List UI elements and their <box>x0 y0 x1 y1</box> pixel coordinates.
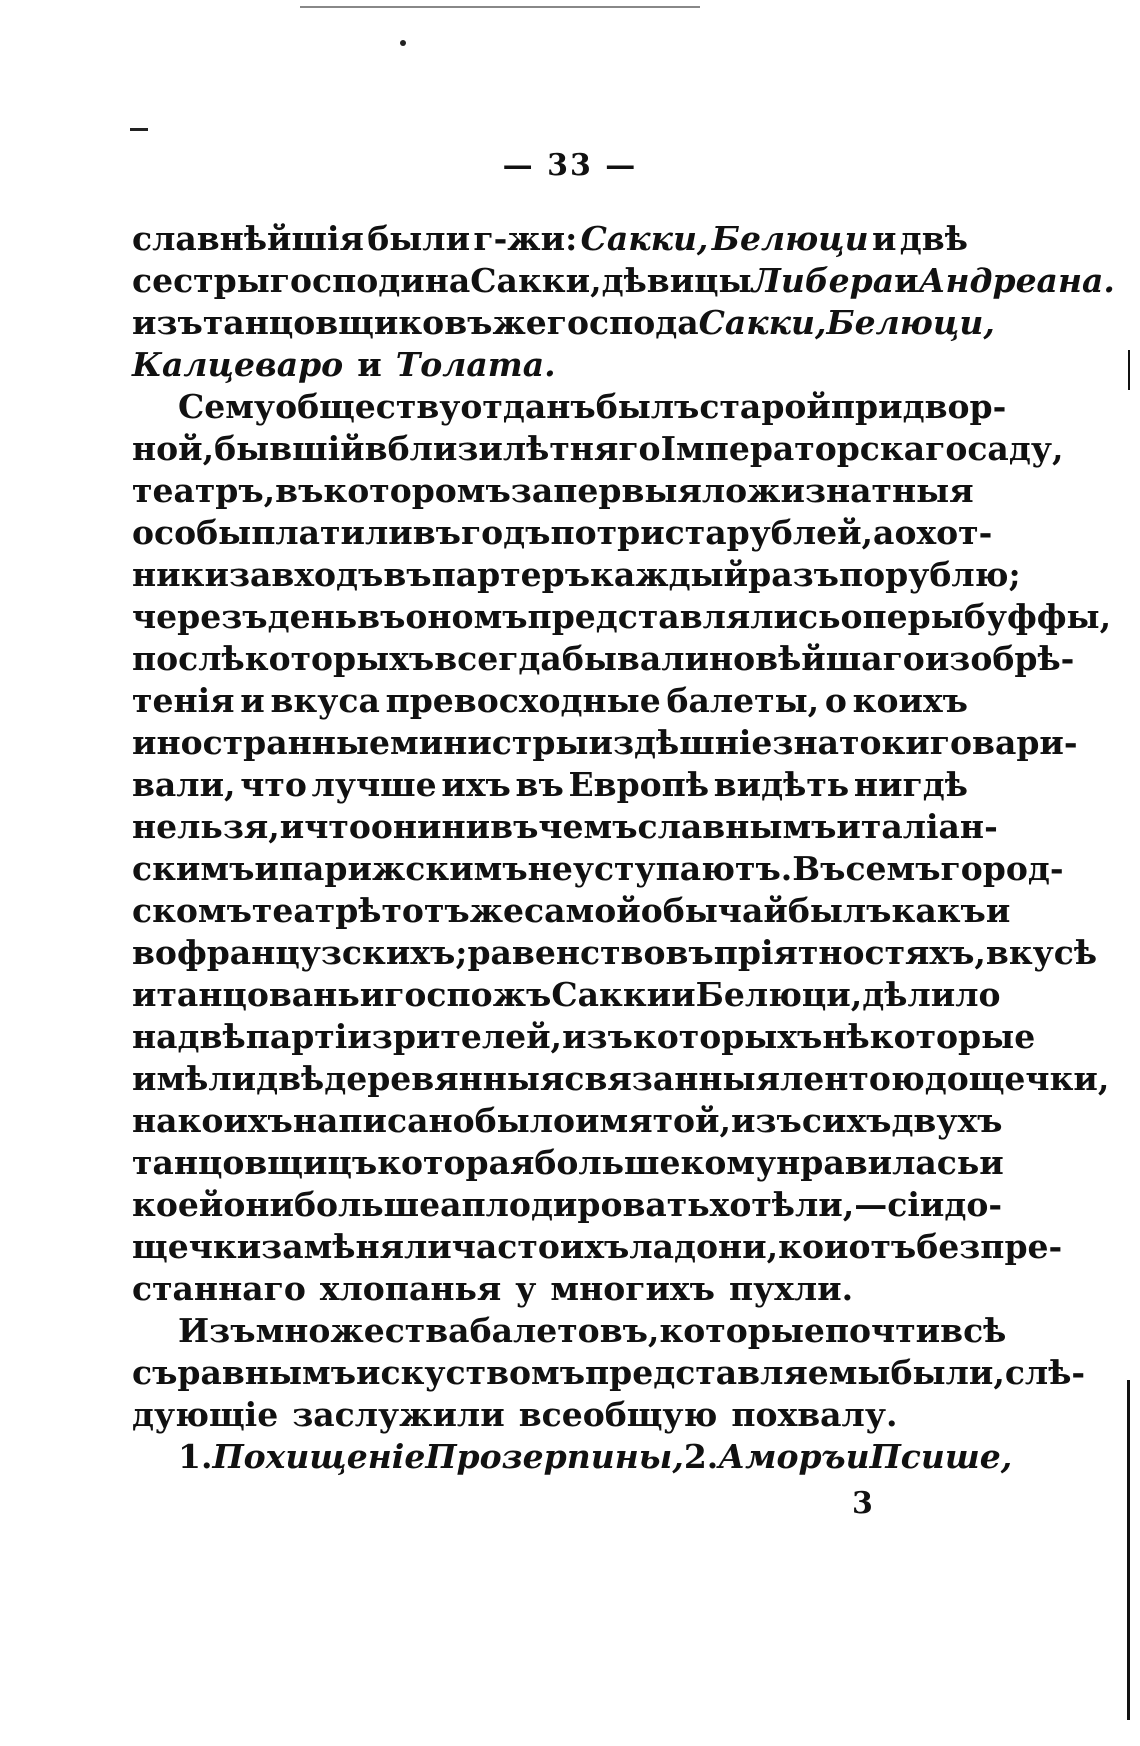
word: тотъ <box>381 891 470 930</box>
italic-word: Аморъ <box>718 1437 846 1476</box>
word: знатоки <box>772 723 930 762</box>
word: хлопанья <box>319 1269 502 1308</box>
word: и <box>254 849 279 888</box>
word: они <box>223 1185 294 1224</box>
word: той, <box>652 1101 732 1140</box>
word: они <box>370 807 442 846</box>
italic-word: и <box>845 1437 870 1476</box>
word: рублей, <box>726 513 874 552</box>
word: былъ <box>595 387 700 426</box>
text-line <box>132 764 968 806</box>
word: съ <box>132 1353 178 1392</box>
word: французскихъ; <box>176 933 468 972</box>
word: бывшій <box>214 429 365 468</box>
text-line <box>132 1268 968 1310</box>
word: отъ <box>848 1227 917 1266</box>
word: первыя <box>553 471 702 510</box>
text-line <box>132 218 968 260</box>
word: оперы <box>840 597 964 636</box>
text-line <box>132 1016 1036 1058</box>
word: скимъ <box>132 849 255 888</box>
word: Сакки <box>551 975 672 1014</box>
text-line <box>132 344 968 386</box>
word: говари- <box>929 723 1078 762</box>
word: связанныя <box>564 1059 780 1098</box>
word: коей <box>132 1185 224 1224</box>
word: деревянныя <box>324 1059 565 1098</box>
word: въ <box>515 765 564 804</box>
word: охот- <box>894 513 993 552</box>
word: парижскимъ <box>278 849 528 888</box>
text-line <box>132 260 1115 302</box>
text-line <box>132 722 1078 764</box>
word: двухъ <box>891 1101 1003 1140</box>
word: представляемы <box>585 1353 891 1392</box>
word: равенство <box>467 933 666 972</box>
word: италіан- <box>836 807 998 846</box>
word: и <box>671 975 696 1014</box>
word: славнѣйшія <box>132 219 364 258</box>
word: въ <box>275 471 324 510</box>
word: пріятностяхъ, <box>713 933 986 972</box>
text-line <box>132 1100 1003 1142</box>
word: балеты, <box>666 681 820 720</box>
word: было <box>474 1101 576 1140</box>
word: Сакки, <box>470 261 602 300</box>
text-line <box>132 890 1011 932</box>
word: лучше <box>311 765 437 804</box>
word: пухли. <box>728 1269 854 1308</box>
word: изобрѣ- <box>924 639 1075 678</box>
word: иностранные <box>132 723 391 762</box>
word: балетовъ, <box>469 1311 660 1350</box>
word: новѣйшаго <box>708 639 925 678</box>
word: равнымъ <box>177 1353 357 1392</box>
word: какъ <box>891 891 986 930</box>
word: въ <box>665 933 714 972</box>
word: танцовщицъ <box>132 1143 378 1182</box>
word: и <box>240 681 265 720</box>
word: на <box>132 1101 178 1140</box>
word: по <box>550 513 597 552</box>
word: сихъ <box>801 1101 892 1140</box>
word: отданъ <box>460 387 596 426</box>
word: а <box>873 513 895 552</box>
word: рублю; <box>885 555 1021 594</box>
word: вкусѣ <box>985 933 1098 972</box>
word: здѣшніе <box>612 723 773 762</box>
word: изъ <box>562 1017 633 1056</box>
word: множества <box>255 1311 470 1350</box>
word: скомъ <box>132 891 252 930</box>
word: двѣ <box>899 219 968 258</box>
word: и <box>985 891 1011 930</box>
word: больше <box>293 1185 441 1224</box>
scan-top-line <box>300 6 700 8</box>
word: госпожъ <box>384 975 552 1014</box>
text-line <box>132 1184 1003 1226</box>
word: г-жи: <box>473 219 578 258</box>
word: обществу <box>275 387 461 426</box>
word: коихъ <box>852 681 968 720</box>
word: имя <box>575 1101 653 1140</box>
italic-word: Либера <box>751 261 895 300</box>
text-line <box>132 932 1098 974</box>
word: тенія <box>132 681 235 720</box>
text-line <box>132 1352 1086 1394</box>
word: Сему <box>178 387 276 426</box>
word: представлялись <box>527 597 841 636</box>
word: танцованьи <box>156 975 385 1014</box>
scan-edge-mark <box>1128 350 1130 390</box>
word: двѣ <box>177 1017 246 1056</box>
word: ной, <box>132 429 215 468</box>
word: изъ <box>132 303 203 342</box>
word: славнымъ <box>637 807 837 846</box>
text-line <box>132 1310 1007 1352</box>
word: хотѣли, <box>709 1185 855 1224</box>
word: что <box>240 765 307 804</box>
word: часто <box>451 1227 560 1266</box>
word: день <box>267 597 358 636</box>
word: партіи <box>245 1017 372 1056</box>
word: дѣлило <box>862 975 1001 1014</box>
word: до- <box>944 1185 1003 1224</box>
word: 1. <box>178 1437 213 1476</box>
word: за <box>228 555 272 594</box>
word: партеръ <box>431 555 591 594</box>
word: двѣ <box>256 1059 325 1098</box>
word: семъ <box>845 849 941 888</box>
word: почти <box>824 1311 941 1350</box>
scan-edge-line <box>1127 1380 1130 1720</box>
word: изъ <box>731 1101 802 1140</box>
word: господа <box>546 303 699 342</box>
word: станнаго <box>132 1269 306 1308</box>
word: ихъ <box>441 765 511 804</box>
word: нравилась <box>776 1143 980 1182</box>
word: были <box>367 219 471 258</box>
italic-word: Сакки, <box>698 303 827 342</box>
text-line <box>132 470 974 512</box>
word: въ <box>490 807 539 846</box>
word: похвалу. <box>731 1395 898 1434</box>
word: особы <box>132 513 252 552</box>
word: же <box>492 303 547 342</box>
word: и <box>979 1143 1004 1182</box>
text-line <box>132 554 1021 596</box>
word: которая <box>377 1143 535 1182</box>
word: по <box>838 555 886 594</box>
word: вали, <box>132 765 236 804</box>
word: Імператорскаго <box>660 429 968 468</box>
word: дѣвицы <box>601 261 752 300</box>
word: старой <box>699 387 831 426</box>
word: и <box>894 261 919 300</box>
word: въ <box>357 597 406 636</box>
word: въ <box>383 555 432 594</box>
word: театрѣ <box>251 891 382 930</box>
word: зрителей, <box>371 1017 563 1056</box>
word: аплодировать <box>440 1185 710 1224</box>
word: ладони, <box>629 1227 779 1266</box>
word: коихъ <box>177 1101 293 1140</box>
italic-word: Сакки, <box>580 219 709 258</box>
word: разъ <box>748 555 839 594</box>
text-line <box>132 680 968 722</box>
word: дующіе <box>132 1395 279 1434</box>
word: буффы, <box>963 597 1112 636</box>
word: былъ <box>787 891 892 930</box>
word: видѣть <box>713 765 850 804</box>
word: годъ <box>460 513 551 552</box>
word: сіи <box>887 1185 945 1224</box>
word: входъ <box>271 555 384 594</box>
word: платили <box>251 513 413 552</box>
word: придвор- <box>830 387 1007 426</box>
text-line <box>132 806 998 848</box>
word: вкуса <box>270 681 380 720</box>
word: слѣ- <box>1004 1353 1086 1392</box>
word: многихъ <box>550 1269 715 1308</box>
body-text <box>132 218 1115 1478</box>
word: министры <box>390 723 589 762</box>
word: и <box>871 219 897 258</box>
word: лѣтняго <box>502 429 661 468</box>
page-number: — 33 — <box>502 148 638 183</box>
word: лентою <box>780 1059 925 1098</box>
word: черезъ <box>132 597 268 636</box>
word: послѣ <box>132 639 245 678</box>
word: во <box>132 933 177 972</box>
word: безпре- <box>916 1227 1063 1266</box>
word: и <box>279 807 305 846</box>
word: которыхъ <box>244 639 435 678</box>
word: ста <box>664 513 727 552</box>
word: Европѣ <box>568 765 710 804</box>
word: о <box>824 681 847 720</box>
word: замѣняли <box>261 1227 452 1266</box>
italic-word: Калцеваро <box>132 345 344 384</box>
word: бывали <box>561 639 709 678</box>
word: дощечки, <box>924 1059 1110 1098</box>
word: нельзя, <box>132 807 280 846</box>
word: 2. <box>683 1437 719 1476</box>
italic-word: Похищеніе <box>212 1437 426 1476</box>
word: вблизи <box>364 429 503 468</box>
word: щечки <box>132 1227 262 1266</box>
word: не <box>527 849 573 888</box>
word: нѣкоторые <box>822 1017 1036 1056</box>
text-line <box>132 1142 1004 1184</box>
italic-word: Толата. <box>395 345 556 384</box>
word: три <box>596 513 665 552</box>
italic-word: Прозерпины, <box>425 1437 684 1476</box>
word: на <box>132 1017 178 1056</box>
word: написано <box>292 1101 475 1140</box>
text-line <box>132 428 1064 470</box>
word: кои <box>778 1227 849 1266</box>
word: въ <box>412 513 461 552</box>
scan-dot <box>400 40 406 46</box>
word: Изъ <box>178 1311 256 1350</box>
word: Въ <box>792 849 846 888</box>
scan-tilde <box>130 128 148 131</box>
word: театръ, <box>132 471 276 510</box>
word: нигдѣ <box>853 765 968 804</box>
text-line <box>132 302 995 344</box>
italic-word: Белюци <box>711 219 869 258</box>
text-line <box>132 1394 968 1436</box>
word: которые <box>659 1311 825 1350</box>
word: ихъ <box>559 1227 630 1266</box>
word: Белюци, <box>695 975 863 1014</box>
italic-word: Псише, <box>869 1437 1013 1476</box>
word: саду, <box>967 429 1064 468</box>
word: же <box>469 891 525 930</box>
text-line <box>132 1226 1063 1268</box>
text-line <box>132 596 1112 638</box>
word: которыхъ <box>632 1017 823 1056</box>
word: больше <box>534 1143 681 1182</box>
word: и <box>588 723 613 762</box>
word: превосходные <box>385 681 661 720</box>
word: сестры <box>132 261 270 300</box>
text-line <box>132 1436 1013 1478</box>
word: всеобщую <box>518 1395 718 1434</box>
italic-word: Андреана. <box>918 261 1115 300</box>
word: кому <box>680 1143 777 1182</box>
word: и <box>357 345 382 384</box>
word: ники <box>132 555 229 594</box>
word: господина <box>269 261 471 300</box>
word: обычай <box>640 891 788 930</box>
word: что <box>304 807 371 846</box>
text-line <box>132 848 1064 890</box>
word: были, <box>890 1353 1005 1392</box>
word: ономъ <box>405 597 528 636</box>
text-line <box>132 638 1075 680</box>
text-line <box>132 974 1001 1016</box>
word: уступаютъ. <box>572 849 793 888</box>
word: танцовщиковъ <box>202 303 493 342</box>
word: искуствомъ <box>356 1353 586 1392</box>
italic-word: Белюци, <box>826 303 995 342</box>
signature-mark: 3 <box>852 1486 873 1521</box>
word: которомъ <box>323 471 511 510</box>
word: ложи <box>701 471 805 510</box>
word: знатныя <box>804 471 974 510</box>
word: имѣли <box>132 1059 257 1098</box>
word: всегда <box>434 639 562 678</box>
word: и <box>132 975 157 1014</box>
word: всѣ <box>940 1311 1007 1350</box>
text-line <box>132 1058 1110 1100</box>
word: чемъ <box>538 807 638 846</box>
word: город- <box>940 849 1064 888</box>
word: за <box>510 471 554 510</box>
word: — <box>854 1185 888 1224</box>
text-line <box>132 512 993 554</box>
word: самой <box>524 891 641 930</box>
text-line <box>132 386 1007 428</box>
word: заслужили <box>292 1395 505 1434</box>
word: у <box>515 1269 537 1308</box>
word: ни <box>441 807 491 846</box>
word: каждый <box>590 555 749 594</box>
